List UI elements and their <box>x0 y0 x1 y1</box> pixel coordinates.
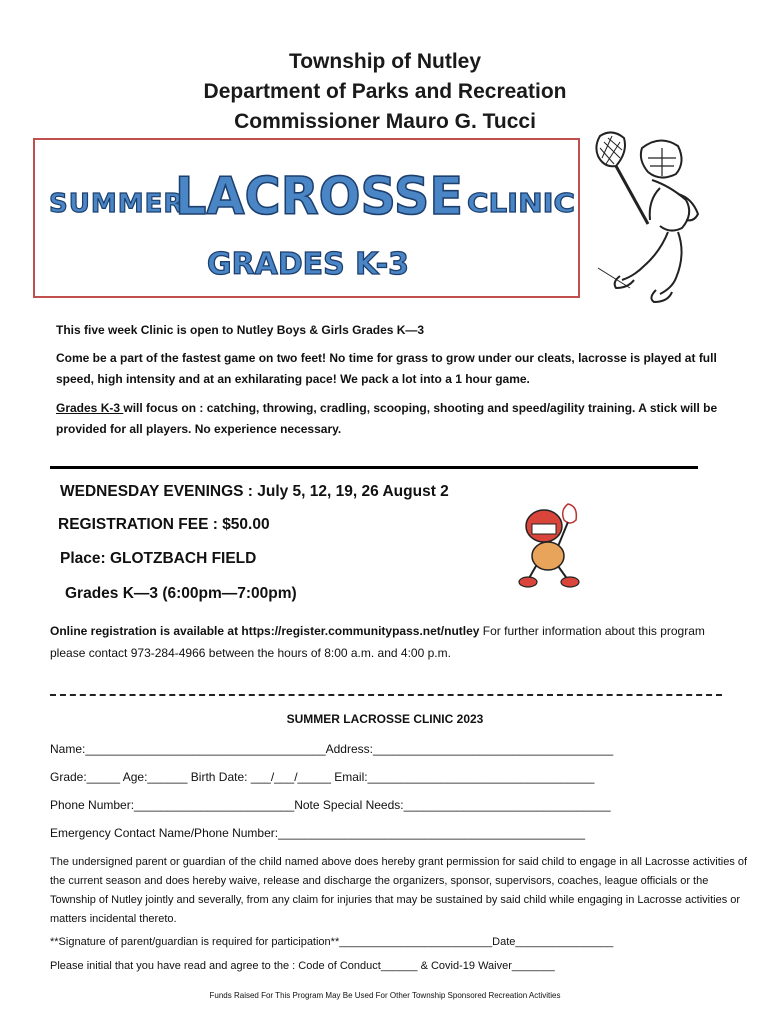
header-township: Township of Nutley <box>288 50 482 73</box>
grades-time: Grades K—3 (6:00pm—7:00pm) <box>65 585 297 602</box>
banner-lacrosse: LACROSSE <box>175 167 463 227</box>
cut-line <box>50 694 722 696</box>
banner-art <box>35 140 580 298</box>
focus-text: will focus on : catching, throwing, cradling, scooping, shooting and speed/agility training. A stick will be provided for all players. No experience necessary. <box>56 401 718 436</box>
grades-label: Grades K-3 <box>56 401 124 415</box>
intro-focus <box>56 398 736 440</box>
registration-url-text: Online registration is available at https://register.communitypass.net/nutley <box>50 624 480 638</box>
header-department: Department of Parks and Recreation <box>203 80 567 103</box>
intro-description: Come be a part of the fastest game on two feet! No time for grass to grow under our cleats, lacrosse is played at full speed, high intensity and at an exhilarating pace! We pack a lot into a 1 hour game. <box>56 351 717 386</box>
banner-clinic: CLINIC <box>467 189 575 219</box>
contact-info: For further information about this program please contact 973-284-4966 between the hours of 8:00 a.m. and 4:00 p.m. <box>50 624 705 660</box>
cartoon-player-illustration <box>518 500 584 590</box>
banner-summer: SUMMER <box>49 189 185 219</box>
intro-eligibility: This five week Clinic is open to Nutley Boys & Girls Grades K—3 <box>56 323 425 337</box>
header-commissioner: Commissioner Mauro G. Tucci <box>234 110 536 133</box>
grade-age-birth-email-field: Grade:_____ Age:______ Birth Date: ___/___/_____ Email:__________________________________ <box>50 770 595 784</box>
initial-line: Please initial that you have read and agree to the : Code of Conduct______ & Covid-19 Waiver_______ <box>50 960 555 972</box>
lacrosse-player-illustration <box>590 128 710 306</box>
online-registration <box>50 620 740 664</box>
section-divider <box>50 466 698 469</box>
name-address-field: Name:____________________________________Address:____________________________________ <box>50 742 614 756</box>
signature-line: **Signature of parent/guardian is required for participation**_________________________Date________________ <box>50 936 614 948</box>
registration-fee: REGISTRATION FEE : $50.00 <box>58 516 270 533</box>
emergency-contact-field: Emergency Contact Name/Phone Number:______________________________________________ <box>50 826 586 840</box>
phone-needs-field: Phone Number:________________________Note Special Needs:_______________________________ <box>50 798 611 812</box>
banner-grades: GRADES K-3 <box>207 247 409 282</box>
clinic-banner <box>33 138 580 298</box>
form-title: SUMMER LACROSSE CLINIC 2023 <box>286 712 484 726</box>
waiver-text: The undersigned parent or guardian of the child named above does hereby grant permission for said child to engage in all Lacrosse activities of the current season and does hereby waive, release and discharge the organizers, sponsor, supervisors, coaches, league officials or the Township of Nutley jointly and severally, from any claim for injuries that may be sustained by said child while engaging in Lacrosse activities or matters incidental thereto. <box>50 856 748 925</box>
schedule-text: WEDNESDAY EVENINGS : July 5, 12, 19, 26 August 2 <box>60 483 449 500</box>
place-text: Place: GLOTZBACH FIELD <box>60 550 257 567</box>
footer-note: Funds Raised For This Program May Be Used For Other Township Sponsored Recreation Activities <box>209 991 561 1000</box>
